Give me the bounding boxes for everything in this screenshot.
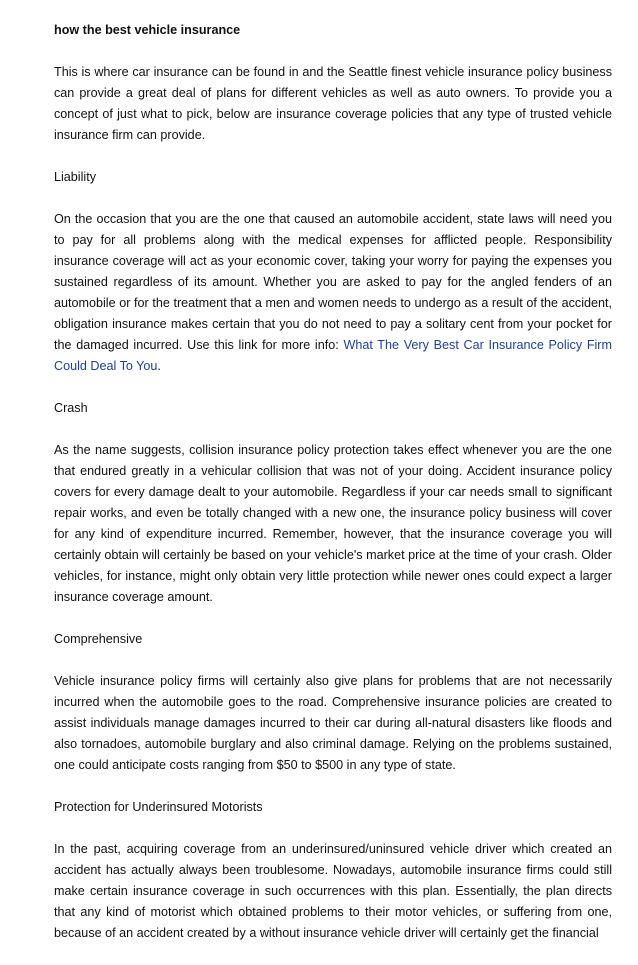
document-page xyxy=(54,20,612,965)
crash-paragraph: As the name suggests, collision insurance policy protection takes effect whenever you are the one that endured greatly in a vehicular collision that was not of your doing. Accident insurance policy covers for every damage dealt to your automobile. Regardless if your car needs small to significant repair works, and even be totally changed with a new one, the insurance policy business will cover for any kind of expenditure incurred. Remember, however, that the insurance coverage you will certainly obtain will certainly be based on your vehicle's market price at the time of your crash. Older vehicles, for instance, might only obtain very little protection while newer ones could expect a larger insurance coverage amount. xyxy=(54,443,612,604)
crash-heading: Crash xyxy=(54,401,88,415)
comprehensive-heading: Comprehensive xyxy=(54,632,143,646)
underinsured-paragraph: In the past, acquiring coverage from an underinsured/uninsured vehicle driver which created an accident has actually always been troublesome. Nowadays, automobile insurance firms could still make certain insurance coverage in such occurrences with this plan. Essentially, the plan directs that any kind of motorist which obtained problems to their motor vehicles, or suffering from one, because of an accident created by a without insurance vehicle driver will certainly get the financial xyxy=(54,842,612,940)
underinsured-heading: Protection for Underinsured Motorists xyxy=(54,800,263,814)
liability-heading: Liability xyxy=(54,170,96,184)
liability-text: On the occasion that you are the one that caused an automobile accident, state laws will need you to pay for all problems along with the medical expenses for afflicted people. Responsibility insurance coverage will act as your economic cover, taking your worry for paying the expenses you sustained regardless of its amount. Whether you are asked to pay for the angled fenders of an automobile or for the treatment that a men and women needs to undergo as a result of the accident, obligation insurance makes certain that you do not need to pay a solitary cent from your pocket for the damaged incurred. Use this link for more info: xyxy=(54,212,612,352)
document-title: how the best vehicle insurance xyxy=(54,23,241,37)
comprehensive-paragraph: Vehicle insurance policy firms will certainly also give plans for problems that are not necessarily incurred when the automobile goes to the road. Comprehensive insurance policies are created to assist individuals manage damages incurred to their car during all-natural disasters like floods and also tornadoes, automobile burglary and also criminal damage. Relying on the problems sustained, one could anticipate costs ranging from $50 to $500 in any type of state. xyxy=(54,674,612,772)
liability-paragraph xyxy=(54,209,612,377)
intro-paragraph: This is where car insurance can be found in and the Seattle finest vehicle insurance policy business can provide a great deal of plans for different vehicles as well as auto owners. To provide you a concept of just what to pick, below are insurance coverage policies that any type of trusted vehicle insurance firm can provide. xyxy=(54,65,612,142)
liability-period: . xyxy=(157,359,161,373)
more-info-link[interactable]: What The Very Best Car Insurance Policy Firm Could Deal To You xyxy=(54,338,612,373)
